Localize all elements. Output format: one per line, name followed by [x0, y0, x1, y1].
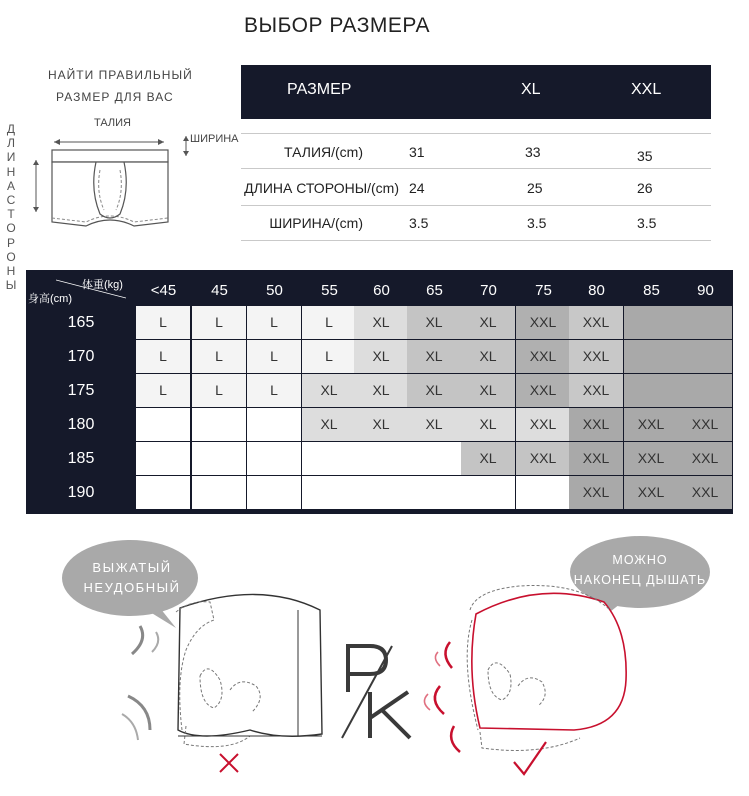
size-row-side-length — [241, 170, 711, 206]
height-axis-label: 身高(cm) — [28, 293, 72, 305]
grid-cell — [247, 476, 302, 510]
good-fit-text — [566, 550, 714, 590]
bad-fit-line2: НЕУДОБНЫЙ — [83, 580, 181, 595]
size-row-value: 3.5 — [527, 215, 547, 231]
grid-cell: XXL — [624, 442, 679, 476]
grid-cell: XL — [461, 306, 516, 340]
grid-cell — [302, 442, 357, 476]
grid-cell: XXL — [678, 442, 733, 476]
grid-cell — [407, 476, 462, 510]
grid-cell: XXL — [569, 306, 624, 340]
grid-cell — [247, 408, 302, 442]
size-row-value: 33 — [525, 144, 541, 160]
grid-cell — [136, 442, 191, 476]
grid-cell — [624, 306, 679, 340]
side-length-letter: О — [6, 221, 16, 236]
size-row-waist — [241, 133, 711, 169]
grid-cell — [407, 442, 462, 476]
grid-cell: L — [302, 340, 357, 374]
side-length-letter: Ы — [5, 278, 17, 293]
weight-header: 80 — [588, 282, 605, 299]
side-length-letter: И — [6, 150, 16, 165]
grid-cell — [354, 476, 409, 510]
grid-cell — [192, 476, 247, 510]
grid-cell: L — [247, 374, 302, 408]
grid-cell: XL — [407, 408, 462, 442]
grid-cell: XL — [354, 340, 409, 374]
grid-cell — [247, 442, 302, 476]
grid-cell: XXL — [624, 476, 679, 510]
weight-header: 90 — [697, 282, 714, 299]
side-length-letter: Л — [7, 136, 15, 151]
cross-icon — [220, 754, 238, 772]
grid-cell — [136, 476, 191, 510]
weight-header: 55 — [321, 282, 338, 299]
weight-header: 60 — [373, 282, 390, 299]
grid-cell — [192, 442, 247, 476]
grid-cell: XL — [302, 408, 357, 442]
weight-header: 65 — [426, 282, 443, 299]
page-title: ВЫБОР РАЗМЕРА — [244, 14, 430, 37]
grid-cell: XL — [407, 374, 462, 408]
height-header: 180 — [67, 416, 95, 433]
waist-diagram-label: ТАЛИЯ — [94, 117, 132, 129]
grid-cell — [461, 476, 516, 510]
weight-header: <45 — [150, 282, 177, 299]
grid-cell — [678, 306, 733, 340]
size-header-xl: XL — [521, 81, 541, 98]
height-header: 190 — [67, 484, 95, 501]
height-header: 165 — [67, 314, 95, 331]
height-header: 185 — [67, 450, 95, 467]
size-row-value: 3.5 — [637, 215, 657, 231]
size-row-value: 25 — [527, 180, 543, 196]
weight-header: 70 — [480, 282, 497, 299]
size-table-header — [241, 65, 711, 119]
grid-cell — [624, 374, 679, 408]
find-size-caption — [48, 64, 193, 108]
grid-cell: L — [192, 340, 247, 374]
size-row-value: 35 — [637, 148, 653, 164]
grid-cell — [302, 476, 357, 510]
grid-cell: XL — [354, 408, 409, 442]
bad-fit-line1: ВЫЖАТЫЙ — [92, 560, 172, 575]
side-length-letter: Н — [6, 264, 16, 279]
size-row-label: ДЛИНА СТОРОНЫ/(cm) — [244, 180, 399, 196]
height-header: 175 — [67, 382, 95, 399]
size-row-value: 24 — [409, 180, 425, 196]
grid-cell: XL — [407, 306, 462, 340]
weight-header: 85 — [643, 282, 660, 299]
grid-cell: XXL — [569, 476, 624, 510]
grid-cell: L — [192, 306, 247, 340]
find-caption-line1: НАЙТИ ПРАВИЛЬНЫЙ — [48, 68, 193, 82]
grid-cell: XXL — [516, 340, 571, 374]
side-length-letter: О — [6, 249, 16, 264]
size-recommendation-grid — [26, 270, 733, 514]
brand-logo — [340, 642, 418, 742]
underwear-diagram — [14, 110, 250, 240]
grid-cell: XL — [354, 374, 409, 408]
grid-cell: XXL — [516, 306, 571, 340]
side-length-letter: С — [6, 193, 16, 208]
size-row-value: 3.5 — [409, 215, 429, 231]
good-fit-line1: МОЖНО — [612, 553, 668, 567]
grid-cell: XL — [461, 340, 516, 374]
grid-cell: XXL — [516, 408, 571, 442]
grid-cell: XXL — [569, 442, 624, 476]
size-row-label: ШИРИНА/(cm) — [269, 215, 363, 231]
grid-cell — [624, 340, 679, 374]
grid-cell: XL — [461, 374, 516, 408]
side-length-letter: А — [6, 178, 15, 193]
weight-axis-label: 体重(kg) — [82, 279, 123, 291]
grid-cell: L — [247, 340, 302, 374]
size-header-xxl: XXL — [631, 81, 662, 98]
grid-cell: XXL — [516, 442, 571, 476]
grid-cell: L — [136, 340, 191, 374]
grid-cell: XL — [354, 306, 409, 340]
grid-cell — [192, 408, 247, 442]
grid-cell — [516, 476, 571, 510]
size-row-width — [241, 205, 711, 241]
size-row-value: 26 — [637, 180, 653, 196]
grid-cell: XXL — [569, 374, 624, 408]
grid-cell — [136, 408, 191, 442]
bad-fit-text — [64, 558, 200, 598]
grid-cell: XL — [407, 340, 462, 374]
grid-cell: L — [302, 306, 357, 340]
side-length-letter: Н — [6, 164, 16, 179]
grid-cell — [354, 442, 409, 476]
side-length-letter: Д — [6, 122, 16, 136]
find-caption-line2: РАЗМЕР ДЛЯ ВАС — [56, 90, 174, 104]
grid-cell: XXL — [678, 408, 733, 442]
grid-cell: L — [136, 306, 191, 340]
check-icon — [514, 742, 546, 774]
grid-cell — [678, 340, 733, 374]
size-header-label: РАЗМЕР — [287, 81, 352, 98]
grid-cell: XXL — [569, 340, 624, 374]
size-row-value: 31 — [409, 144, 425, 160]
grid-cell: XXL — [516, 374, 571, 408]
grid-cell: L — [192, 374, 247, 408]
side-length-letter: Р — [6, 235, 15, 250]
grid-cell: XL — [461, 408, 516, 442]
height-header: 170 — [67, 348, 95, 365]
grid-cell: L — [247, 306, 302, 340]
grid-cell — [678, 374, 733, 408]
grid-cell: XL — [461, 442, 516, 476]
side-length-letter: Т — [7, 207, 15, 222]
grid-cell: XXL — [569, 408, 624, 442]
size-row-label: ТАЛИЯ/(cm) — [284, 144, 363, 160]
width-diagram-label: ШИРИНА — [190, 133, 239, 145]
grid-cell: XXL — [678, 476, 733, 510]
grid-cell: XXL — [624, 408, 679, 442]
weight-header: 50 — [266, 282, 283, 299]
grid-cell: XL — [302, 374, 357, 408]
weight-header: 45 — [211, 282, 228, 299]
good-fit-line2: НАКОНЕЦ ДЫШАТЬ — [573, 573, 707, 587]
weight-header: 75 — [535, 282, 552, 299]
grid-cell: L — [136, 374, 191, 408]
